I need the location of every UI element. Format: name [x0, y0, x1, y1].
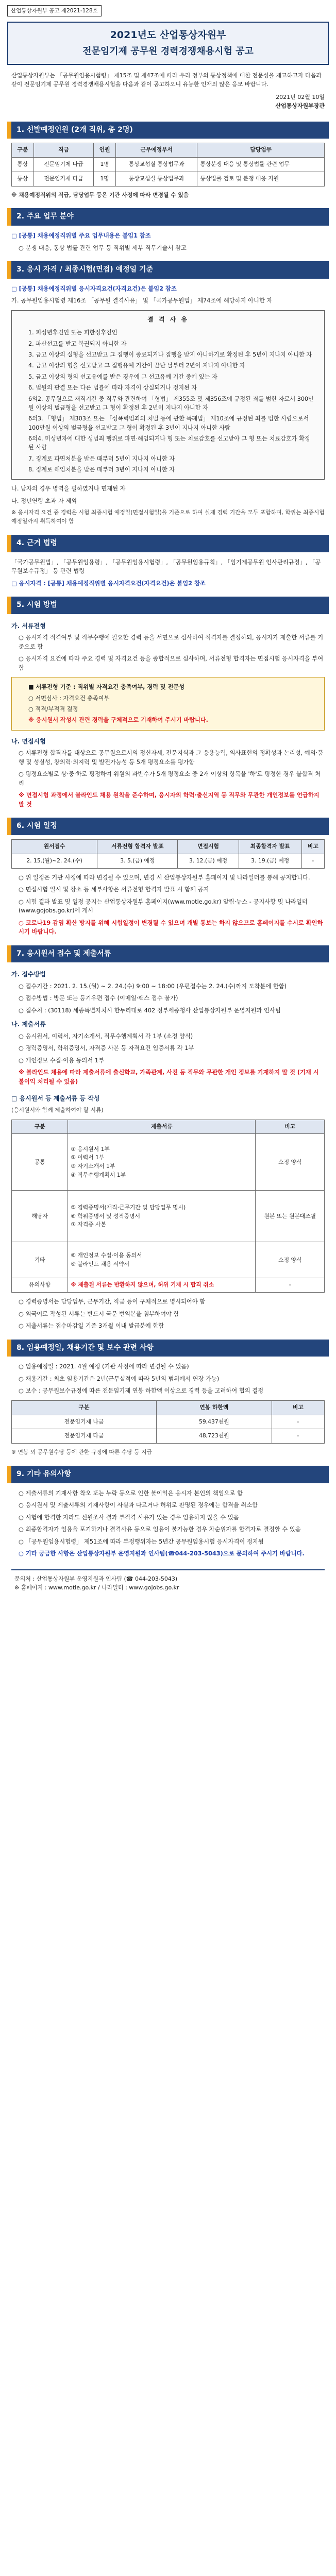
table-cell: 2. 15.(월)~2. 24.(수): [12, 854, 97, 868]
table-cell: 3. 19.(금) 예정: [239, 854, 301, 868]
documents-header-row: [12, 1120, 325, 1134]
table-header: 직급: [33, 143, 94, 158]
table-row: [12, 1429, 325, 1444]
table-cell: -: [272, 1415, 324, 1429]
table-cell: 유의사항: [12, 1278, 68, 1293]
table-cell: 소정 양식: [256, 1134, 325, 1191]
table-cell: 공통: [12, 1134, 68, 1191]
section-5-heading: 5. 시험 방법: [7, 597, 329, 614]
caution-item: ○ 기타 궁금한 사항은 산업통상자원부 운영지원과 인사팀(☎044-203-5043)으로 문의하여 주시기 바랍니다.: [19, 1550, 305, 1557]
table-cell: 통상분쟁 대응 및 통상법률 관련 업무: [197, 158, 325, 172]
interview-warning: ※ 면접시험 과정에서 블라인드 채용 원칙을 준수하며, 응시자의 학력·출신지역 등 직무와 무관한 개인정보를 언급하지 말 것: [19, 792, 320, 808]
section-6-heading: 6. 시험 일정: [7, 818, 329, 835]
appointment-date: ○ 임용예정일 : 2021. 4월 예정 (기관 사정에 따라 변경될 수 있음): [19, 1363, 189, 1370]
table-header: 서류전형 합격자 발표: [97, 840, 178, 854]
table-row: [12, 1415, 325, 1429]
application-method-title: 가. 접수방법: [11, 971, 46, 978]
table-header: 원서접수: [12, 840, 97, 854]
section-2-heading: 2. 주요 업무 분야: [7, 208, 329, 226]
list-item: 8. 징계로 해임처분을 받은 때부터 3년이 지나지 아니한 자: [28, 466, 175, 473]
schedule-table: [11, 839, 325, 868]
table-row: [12, 172, 325, 186]
section-4-heading: 4. 근거 법령: [7, 535, 329, 552]
table-row: [12, 1134, 325, 1191]
list-item: 3. 금고 이상의 실형을 선고받고 그 집행이 종료되거나 집행을 받지 아니하기로 확정된 후 5년이 지나지 아니한 자: [28, 351, 312, 359]
list-item: 4. 금고 이상의 형을 선고받고 그 집행유예 기간이 끝난 날부터 2년이 지나지 아니한 자: [28, 362, 245, 369]
table-cell: -: [272, 1429, 324, 1444]
table-cell: 해당자: [12, 1191, 68, 1242]
website-line: ※ 홈페이지 : www.motie.go.kr / 나라일터 : www.gojobs.go.kr: [14, 1584, 179, 1591]
contact-line: 문의처 : 산업통상자원부 운영지원과 인사팀 (☎ 044-203-5043): [14, 1575, 178, 1582]
qualification-item-na: 나. 남자의 경우 병역을 필하였거나 면제된 자: [11, 485, 126, 493]
table-row: [12, 1242, 325, 1278]
table-cell: ⑤ 경력증명서(재직·근무기간 및 담당업무 명시) ⑥ 학위증명서 및 성적증명서 ⑦ 자격증 사본: [68, 1191, 256, 1242]
list-item: ■ 서류전형 기준 : 직위별 자격요건 충족여부, 경력 및 전문성: [28, 684, 184, 691]
qualification-note: ※ 응시자격 요건 중 경력은 시험 최종시험 예정일(면접시험일)을 기준으로 하여 실제 경력 기간을 모두 포함하며, 학위는 최종시험 예정일까지 취득하여야 함: [11, 509, 325, 525]
caution-item: ○ 응시원서 및 제출서류의 기재사항이 사실과 다르거나 허위로 판명된 경우에는 합격을 취소함: [19, 1502, 258, 1509]
schedule-note: ○ 코로나19 감염 확산 방지를 위해 시험일정이 변경될 수 있으며 개별 통보는 하지 않으므로 홈페이지를 수시로 확인하시기 바랍니다.: [19, 919, 323, 936]
positions-table: [11, 143, 325, 186]
salary-note: ※ 연봉 외 공무원수당 등에 관한 규정에 따른 수당 등 지급: [11, 1449, 152, 1456]
table-header: 면접시험: [178, 840, 239, 854]
list-item: 7. 징계로 파면처분을 받은 때부터 5년이 지나지 아니한 자: [28, 455, 175, 462]
duties-body: ○ 분쟁 대응, 통상 법률 관련 업무 등 직위별 세부 직무기술서 참고: [19, 244, 187, 251]
section-3-heading: 3. 응시 자격 / 최종시험(면접) 예정일 기준: [7, 261, 329, 279]
table-cell: 통상: [12, 172, 34, 186]
caution-item: ○ 제출서류의 기재사항 착오 또는 누락 등으로 인한 불이익은 응시자 본인의 책임으로 함: [19, 1489, 243, 1497]
interview-body2: ○ 평정요소별로 상·중·하로 평정하여 위원의 과반수가 5개 평정요소 중 2개 이상의 항목을 '하'로 평정한 경우 불합격 처리: [19, 771, 321, 787]
title-line2: 전문임기제 공무원 경력경쟁채용시험 공고: [82, 45, 254, 57]
table-row: [12, 1278, 325, 1293]
application-address: ○ 접수처 : (30118) 세종특별자치시 한누리대로 402 정부세종청사 산업통상자원부 운영지원과 인사팀: [19, 1007, 281, 1014]
list-item: ○ 서면심사 : 자격요건 충족여부: [28, 694, 110, 702]
table-cell: 기타: [12, 1242, 68, 1278]
table-header: 담당업무: [197, 143, 325, 158]
required-doc: ○ 응시원서, 이력서, 자기소개서, 직무수행계획서 각 1부 (소정 양식): [19, 1032, 193, 1040]
table-cell: 통상교섭실 통상법무과: [115, 172, 197, 186]
issuer: 산업통상자원부장관: [275, 102, 325, 109]
documents-table: [11, 1120, 325, 1293]
required-doc: ○ 경력증명서, 학위증명서, 자격증 사본 등 자격요건 입증서류 각 1부: [19, 1045, 194, 1052]
list-item: 6. 법원의 판결 또는 다른 법률에 따라 자격이 상실되거나 정지된 자: [28, 384, 197, 392]
doc-table-title: □ 응시원서 등 제출서류 등 작성: [11, 1095, 100, 1103]
qualification-subheading: □ [공통] 채용예정직위별 응시자격요건(자격요건)은 붙임2 참조: [11, 285, 177, 292]
table-cell: -: [256, 1278, 325, 1293]
table-cell: 원본 또는 원본대조필: [256, 1191, 325, 1242]
table-cell: ① 응시원서 1부 ② 이력서 1부 ③ 자기소개서 1부 ④ 직무수행계획서 1부: [68, 1134, 256, 1191]
duties-subheading: □ [공통] 채용예정직위별 주요 업무내용은 붙임1 참조: [11, 232, 151, 240]
positions-header-row: [12, 143, 325, 158]
qualification-item-da: 다. 정년연령 초과 자 제외: [11, 497, 77, 504]
table-header: 비고: [256, 1120, 325, 1134]
salary-info: ○ 보수 : 공무원보수규정에 따른 전문임기제 연봉 하한액 이상으로 경력 등을 고려하여 협의 결정: [19, 1387, 264, 1395]
caution-item: ○ 「공무원임용시험령」 제51조에 따라 부정행위자는 5년간 공무원임용시험 응시자격이 정지됨: [19, 1538, 264, 1545]
table-cell: 전문임기제 다급: [33, 172, 94, 186]
table-cell: 1명: [94, 172, 116, 186]
table-header: 비고: [272, 1400, 324, 1415]
schedule-note: ○ 위 일정은 기관 사정에 따라 변경될 수 있으며, 변경 시 산업통상자원부 홈페이지 및 나라일터를 통해 공지합니다.: [19, 874, 310, 881]
table-row: [12, 1191, 325, 1242]
screening-criteria-box: [11, 677, 325, 730]
interview-body: ○ 서류전형 합격자를 대상으로 공무원으로서의 정신자세, 전문지식과 그 응용능력, 의사표현의 정확성과 논리성, 예의·품행 및 성실성, 창의력·의지력 및 발전가능성 등 5개 평정요소를 평가함: [19, 750, 324, 766]
table-cell: ⑧ 개인정보 수집·이용 동의서 ⑨ 블라인드 채용 서약서: [68, 1242, 256, 1278]
doc-note: ○ 제출서류는 접수마감일 기준 3개월 이내 발급분에 한함: [19, 1323, 164, 1330]
table-row: [12, 158, 325, 172]
table-cell: 3. 5.(금) 예정: [97, 854, 178, 868]
title-box: [7, 22, 329, 64]
section-8-heading: 8. 임용예정일, 채용기간 및 보수 관련 사항: [7, 1340, 329, 1357]
footer-contact: [11, 1569, 325, 1596]
notice-number: 산업통상자원부 공고 제2021-128호: [7, 5, 102, 16]
salary-table: [11, 1400, 325, 1444]
list-item: 1. 피성년후견인 또는 피한정후견인: [28, 329, 117, 336]
table-row: [12, 854, 325, 868]
disqualification-box: [11, 310, 325, 480]
table-cell: 전문임기제 다급: [12, 1429, 157, 1444]
table-cell: 통상: [12, 158, 34, 172]
list-item: 5. 금고 이상의 형의 선고유예를 받은 경우에 그 선고유예 기간 중에 있는 자: [28, 373, 217, 380]
list-item: ○ 적격/부적격 결정: [28, 706, 78, 713]
table-cell: 소정 양식: [256, 1242, 325, 1278]
interview-title: 나. 면접시험: [11, 737, 46, 745]
title-line1: 2021년도 산업통상자원부: [110, 29, 226, 41]
required-doc: ○ 개인정보 수집·이용 동의서 1부: [19, 1057, 104, 1064]
required-docs-title: 나. 제출서류: [11, 1021, 46, 1028]
doc-note: ○ 외국어로 작성된 서류는 반드시 국문 번역본을 첨부하여야 함: [19, 1310, 179, 1317]
section-7-heading: 7. 응시원서 접수 및 제출서류: [7, 945, 329, 963]
section-1-heading: 1. 선발예정인원 (2개 직위, 총 2명): [7, 122, 329, 139]
table-header: 연봉 하한액: [156, 1400, 272, 1415]
blind-hiring-warning: ※ 블라인드 채용에 따라 제출서류에 출신학교, 가족관계, 사진 등 직무와 무관한 개인 정보를 기재하지 말 것 (기재 시 불이익 처리될 수 있음): [19, 1069, 319, 1085]
document-screening-body: ○ 응시자격 적격여부 및 직무수행에 필요한 경력 등을 서면으로 심사하여 적격자를 결정하되, 응시자가 제출한 서류를 기준으로 함: [19, 634, 324, 650]
table-header: 근무예정부서: [115, 143, 197, 158]
schedule-header-row: [12, 840, 325, 854]
list-item: 6의4. 미성년자에 대한 성범죄 행위로 파면·해임되거나 형 또는 치료감호를 선고받아 그 형 또는 치료감호가 확정된 사람: [28, 435, 310, 451]
table-header: 구분: [12, 143, 34, 158]
legal-basis-sub: □ 응시자격 : [공통] 채용예정직위별 응시자격요건(자격요건)은 붙임2 참조: [11, 580, 206, 587]
salary-header-row: [12, 1400, 325, 1415]
table-header: 인원: [94, 143, 116, 158]
table-cell: 59,437천원: [156, 1415, 272, 1429]
list-item: 6의2. 공무원으로 재직기간 중 직무와 관련하여 「형법」 제355조 및 제356조에 규정된 죄를 범한 자로서 300만원 이상의 벌금형을 선고받고 그 형이 확정된 후 2년이 지나지 아니한 자: [28, 395, 314, 411]
table-cell: 전문임기제 나급: [12, 1415, 157, 1429]
table-header: 비고: [301, 840, 324, 854]
table-cell: 통상교섭실 통상법무과: [115, 158, 197, 172]
application-period: ○ 접수기간 : 2021. 2. 15.(월) ~ 2. 24.(수) 9:00 ~ 18:00 (우편접수는 2. 24.(수)까지 도착분에 한함): [19, 982, 287, 990]
table-cell: 통상법률 검토 및 분쟁 대응 지원: [197, 172, 325, 186]
legal-basis-body: 「국가공무원법」, 「공무원임용령」, 「공무원임용시험령」, 「공무원임용규칙」, 「임기제공무원 인사관리규정」, 「공무원보수규정」 등 관련 법령: [11, 558, 321, 575]
schedule-note: ○ 면접시험 일시 및 장소 등 세부사항은 서류전형 합격자 발표 시 함께 공지: [19, 886, 209, 893]
positions-note: ※ 채용예정직위의 직급, 담당업무 등은 기관 사정에 따라 변경될 수 있음: [11, 191, 189, 198]
list-item: 2. 파산선고를 받고 복권되지 아니한 자: [28, 340, 127, 347]
section-9-heading: 9. 기타 유의사항: [7, 1466, 329, 1483]
caution-item: ○ 시험에 합격한 자라도 신원조사 결과 부적격 사유가 있는 경우 임용하지 않을 수 있음: [19, 1514, 239, 1521]
table-cell: 1명: [94, 158, 116, 172]
list-item: 6의3. 「형법」 제303조 또는 「성폭력범죄의 처벌 등에 관한 특례법」 제10조에 규정된 죄를 범한 사람으로서 100만원 이상의 벌금형을 선고받고 그 형이 확정된 후 3년이 지나지 아니한 사람: [28, 415, 309, 431]
table-cell: ※ 제출된 서류는 반환하지 않으며, 허위 기재 시 합격 취소: [68, 1278, 256, 1293]
document-screening-title: 가. 서류전형: [11, 622, 46, 630]
doc-table-subtitle: (응시원서와 함께 제출하여야 할 서류): [11, 1107, 104, 1113]
table-cell: 3. 12.(금) 예정: [178, 854, 239, 868]
schedule-note: ○ 시험 결과 발표 및 일정 공지는 산업통상자원부 홈페이지(www.motie.go.kr) 알림·뉴스 - 공지사항 및 나라일터(www.gojobs.go.kr)에 게시: [19, 898, 308, 914]
table-header: 구분: [12, 1400, 157, 1415]
table-header: 최종합격자 발표: [239, 840, 301, 854]
qualification-item-ga: 가. 공무원임용시험령 제16조 「공무원 결격사유」 및 「국가공무원법」 제74조에 해당하지 아니한 자: [11, 297, 273, 304]
intro-paragraph: 산업통상자원부는 「공무원임용시험령」 제15조 및 제47조에 따라 우리 정부의 통상정책에 대한 전문성을 제고하고자 다음과 같이 전문임기제 공무원 경력경쟁채용시험을 다음과 같이 공고하오니 유능한 인재의 많은 응모 바랍니다.: [11, 72, 322, 88]
employment-period: ○ 채용기간 : 최초 임용기간은 2년(근무실적에 따라 5년의 범위에서 연장 가능): [19, 1375, 220, 1382]
caution-item: ○ 최종합격자가 임용을 포기하거나 결격사유 등으로 임용이 불가능한 경우 차순위자를 합격자로 결정할 수 있음: [19, 1526, 301, 1533]
doc-note: ○ 경력증명서는 담당업무, 근무기간, 직급 등이 구체적으로 명시되어야 함: [19, 1298, 206, 1306]
table-cell: 48,723천원: [156, 1429, 272, 1444]
notice-date: 2021년 02월 10일: [276, 93, 325, 100]
application-method: ○ 접수방법 : 방문 또는 등기우편 접수 (이메일·팩스 접수 불가): [19, 995, 178, 1002]
document-screening-body2: ○ 응시자격 요건에 따라 주요 경력 및 자격요건 등을 종합적으로 심사하며, 서류전형 합격자는 면접시험 응시자격을 부여함: [19, 655, 324, 671]
table-cell: 전문임기제 나급: [33, 158, 94, 172]
disqualification-title: 결 격 사 유: [147, 315, 189, 323]
table-header: 제출서류: [68, 1120, 256, 1134]
list-item: ※ 응시원서 작성시 관련 경력을 구체적으로 기재하여 주시기 바랍니다.: [28, 717, 208, 724]
table-header: 구분: [12, 1120, 68, 1134]
table-cell: -: [301, 854, 324, 868]
